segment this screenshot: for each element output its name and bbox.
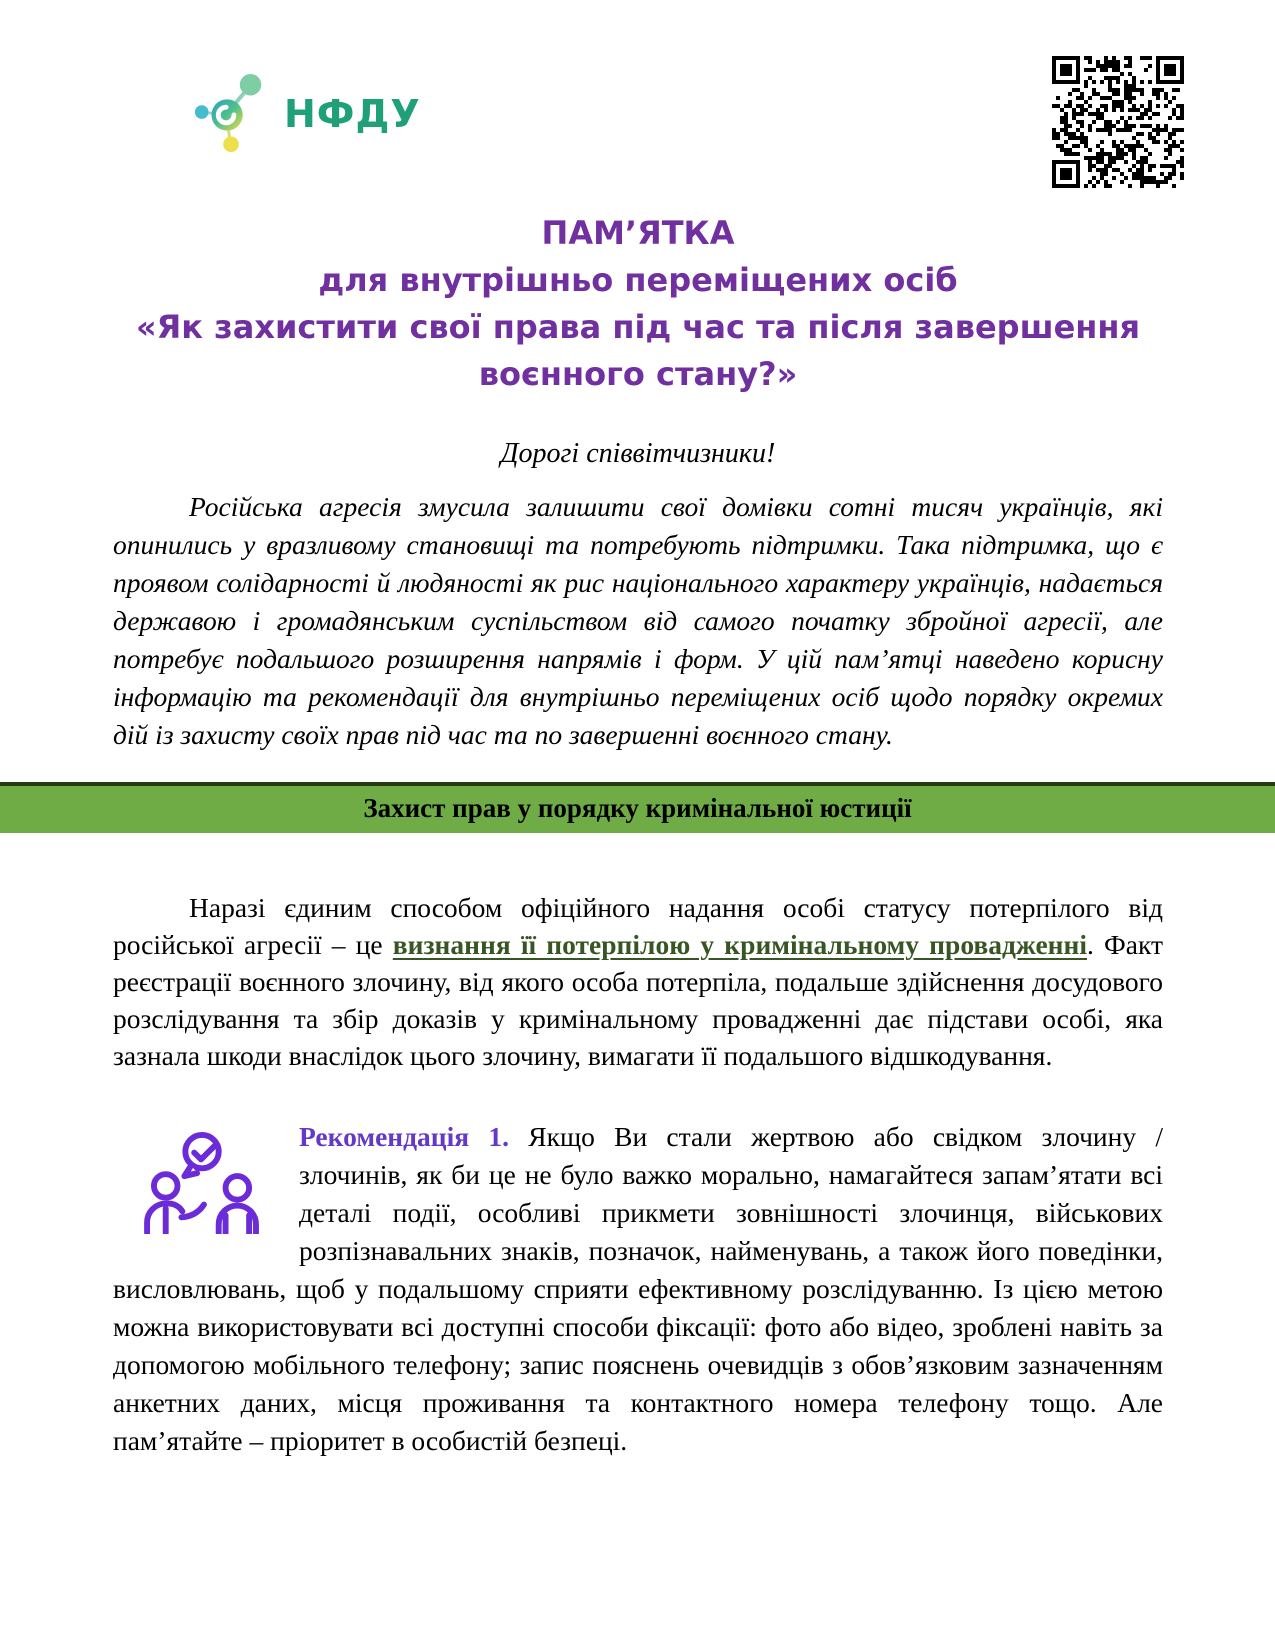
- greeting-line: Дорогі співвітчизники!: [500, 438, 776, 469]
- paragraph-text: Наразі єдиним способом офіційного надання особі статусу потерпілого від російської агресії – це: [113, 891, 1163, 960]
- title-line-1: ПАМ’ЯТКА: [541, 214, 735, 252]
- document-title: [113, 210, 1163, 398]
- victim-status-paragraph: [113, 889, 1163, 1074]
- title-line-3: «Як захистити свої права під час та після завершення воєнного стану?»: [135, 308, 1141, 393]
- logo-text: НФДУ: [284, 92, 421, 136]
- molecule-logo-icon: [190, 72, 272, 156]
- page-header: [0, 0, 1275, 196]
- paragraph-text: . Факт реєстрації воєнного злочину, від якого особа потерпіла, подальше здійснення досудового розслідування та збір доказів у кримінальному провадженні дає підстави особі, яка зазнала шкоди внаслідок цього злочину, вимагати її подальшого відшкодування.: [113, 928, 1164, 1071]
- intro-paragraph: Російська агресія змусила залишити свої домівки сотні тисяч українців, які опинились у вразливому становищі та потребують підтримки. Така підтримка, що є проявом солідарності й людяності як рис національного характеру українців, надається державою і громадянським суспільством від самого початку збройної агресії, але потребує подальшого розширення напрямів і форм. У цій пам’ятці наведено корисну інформацію та рекомендації для внутрішньо переміщених осіб щодо порядку окремих дій із захисту своїх прав під час та по завершенні воєнного стану.: [113, 491, 1163, 750]
- people-conversation-icon: [139, 1130, 267, 1234]
- qr-code: [1052, 56, 1188, 192]
- highlighted-phrase: визнання її потерпілою у кримінальному провадженні: [392, 928, 1088, 960]
- recommendation-1-text: Якщо Ви стали жертвою або свідком злочину / злочинів, як би це не було важко морально, намагайтеся запам’ятати всі деталі події, особливі прикмети зовнішності злочинця, військових розпізнавальних знаків, позначок, найменувань, а також його поведінки, висловлювань, щоб у подальшому сприяти ефективному розслідуванню. Із цією метою можна використовувати всі доступні способи фіксації: фото або відео, зроблені навіть за допомогою мобільного телефону; запис пояснень очевидців з обов’язковим зазначенням анкетних даних, місця проживання та контактного номера телефону тощо. Але пам’ятайте – пріоритет в особистій безпеці.: [113, 1120, 1163, 1456]
- recommendation-1-label: Рекомендація 1.: [299, 1120, 510, 1152]
- document-content: [0, 210, 1275, 1460]
- section-banner: Захист прав у порядку кримінальної юстиції: [0, 782, 1275, 833]
- nfdu-logo: [190, 72, 421, 156]
- title-line-2: для внутрішньо переміщених осіб: [318, 261, 958, 299]
- recommendation-1-block: [113, 1118, 1163, 1460]
